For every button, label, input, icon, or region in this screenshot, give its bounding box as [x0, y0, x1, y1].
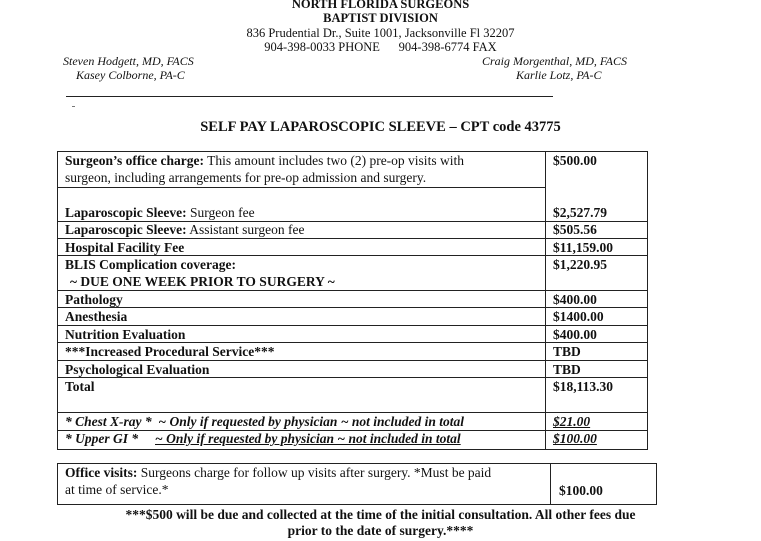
fee-amount-psych: TBD	[553, 362, 581, 377]
doctor-left-1: Steven Hodgett, MD, FACS	[63, 54, 194, 68]
fee-amount-assistant: $505.56	[553, 222, 597, 237]
office-visits-line-1	[65, 464, 491, 481]
org-name: NORTH FLORIDA SURGEONS	[291, 0, 470, 11]
fee-row-hospital: Hospital Facility Fee	[65, 240, 185, 255]
office-visits-amount: $100.00	[559, 483, 603, 498]
fee-row-pathology: Pathology	[65, 292, 123, 307]
fee-label: Laparoscopic Sleeve:	[65, 222, 187, 237]
fee-amount-anesthesia: $1400.00	[553, 309, 604, 324]
division-name: BAPTIST DIVISION	[323, 11, 438, 25]
fee-row-nutrition: Nutrition Evaluation	[65, 327, 186, 342]
office-charge-amount: $500.00	[553, 153, 597, 168]
optional-amount-upper-gi: $100.00	[553, 431, 597, 446]
office-visits-line-2: at time of service.*	[65, 482, 169, 497]
fee-desc: Assistant surgeon fee	[186, 222, 305, 237]
fee-amount-blis: $1,220.95	[553, 257, 607, 272]
office-charge-desc: This amount includes two (2) pre-op visits with	[203, 153, 464, 168]
fee-amount-hospital: $11,159.00	[553, 240, 614, 255]
footer-note-line-1: ***$500 will be due and collected at the time of the initial consultation. All other fees due	[125, 507, 636, 522]
phone-fax: 904-398-0033 PHONE 904-398-6774 FAX	[264, 40, 497, 54]
fee-row-blis: BLIS Complication coverage:	[65, 257, 236, 272]
optional-note: ~ Only if requested by physician ~ not included in total	[158, 414, 465, 429]
fee-desc: Surgeon fee	[186, 205, 255, 220]
fee-row-total: Total	[65, 379, 95, 394]
optional-row-chest-xray	[65, 413, 464, 430]
blis-due-note: ~ DUE ONE WEEK PRIOR TO SURGERY ~	[70, 274, 335, 289]
optional-row-upper-gi	[65, 430, 461, 447]
office-charge-line-1	[65, 152, 464, 169]
fee-row-psych: Psychological Evaluation	[65, 362, 210, 377]
doctor-right-2: Karlie Lotz, PA-C	[516, 68, 602, 82]
doctor-right-1: Craig Morgenthal, MD, FACS	[482, 54, 628, 68]
fee-row-procedural: ***Increased Procedural Service***	[65, 344, 275, 359]
fee-row-surgeon	[65, 204, 255, 221]
page-title: SELF PAY LAPAROSCOPIC SLEEVE – CPT code 43775	[200, 119, 561, 135]
optional-note: ~ Only if requested by physician ~ not included in total	[155, 431, 461, 446]
office-charge-line-2: surgeon, including arrangements for pre-op admission and surgery.	[65, 170, 427, 185]
row-divider	[57, 187, 545, 188]
address: 836 Prudential Dr., Suite 1001, Jacksonville Fl 32207	[246, 26, 515, 40]
fee-amount-nutrition: $400.00	[553, 327, 597, 342]
office-visits-divider	[550, 463, 551, 505]
fee-amount-procedural: TBD	[553, 344, 581, 359]
fee-table-column-divider	[545, 151, 546, 450]
optional-label: * Upper GI *	[65, 431, 139, 446]
fee-amount-total: $18,113.30	[553, 379, 614, 394]
fee-row-anesthesia: Anesthesia	[65, 309, 128, 324]
office-visits-label: Office visits:	[65, 465, 138, 480]
fee-row-assistant	[65, 221, 305, 238]
scan-mark	[72, 106, 75, 107]
header-divider	[66, 96, 553, 97]
fee-amount-pathology: $400.00	[553, 292, 597, 307]
footer-note-line-2: prior to the date of surgery.****	[287, 523, 474, 538]
office-charge-label: Surgeon’s office charge:	[65, 153, 204, 168]
fee-amount-surgeon: $2,527.79	[553, 205, 607, 220]
office-visits-desc: Surgeons charge for follow up visits after surgery. *Must be paid	[137, 465, 492, 480]
optional-amount-chest-xray: $21.00	[553, 414, 591, 429]
doctor-left-2: Kasey Colborne, PA-C	[76, 68, 185, 82]
optional-label: * Chest X-ray *	[65, 414, 152, 429]
fee-label: Laparoscopic Sleeve:	[65, 205, 187, 220]
